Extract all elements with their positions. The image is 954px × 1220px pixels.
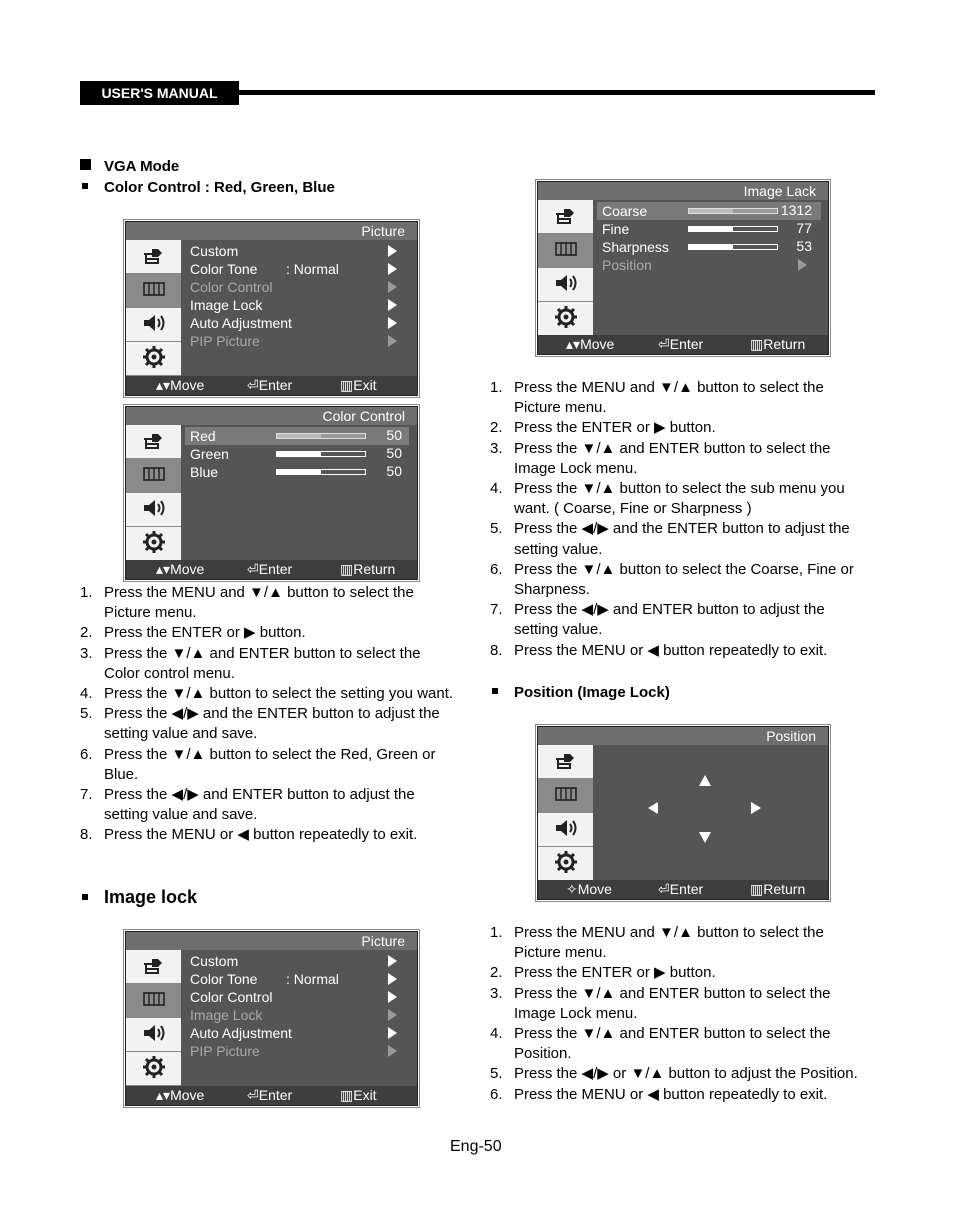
step-item [490,984,870,1024]
sidebar-setup-tab[interactable] [538,302,593,336]
step-item [490,439,870,479]
setup-icon [142,345,166,372]
chevron-right-icon [388,281,397,293]
footer-enter: ⏎ Enter [247,561,293,577]
osd-footer [126,1086,417,1105]
chevron-right-icon [798,259,807,271]
bullet-square-icon [82,183,88,189]
step-text: Press the ▼/▲ and ENTER button to select the Color control menu. [104,644,421,682]
osd-picture-menu-2 [125,931,418,1106]
step-text: Press the MENU and ▼/▲ button to select the Picture menu. [514,379,824,417]
sound-icon [141,313,167,336]
setup-icon [142,530,166,557]
menu-item-label: Image Lock [190,1007,263,1023]
menu-item-label: PIP Picture [190,333,260,349]
step-number: 4. [80,685,93,703]
manual-header-label: USER'S MANUAL [80,81,239,105]
step-number: 3. [490,439,503,457]
chevron-right-icon [388,1045,397,1057]
step-item [80,785,455,825]
step-text: Press the ENTER or ▶ button. [514,964,716,982]
menu-item-label: Sharpness [602,239,669,255]
step-item [80,623,455,643]
value-slider[interactable] [276,469,366,475]
image-lock-title: Image lock [104,887,198,907]
osd-sidebar [126,240,181,376]
menu-item-value: : Normal [286,261,339,277]
input-icon [141,429,167,454]
sidebar-setup-tab[interactable] [126,1052,181,1086]
osd-footer [538,335,828,354]
menu-item[interactable] [602,238,669,256]
sidebar-sound-tab[interactable] [126,308,181,342]
step-text: Press the MENU or ◀ button repeatedly to exit. [514,1085,828,1103]
sidebar-picture-tab[interactable] [126,459,181,493]
sidebar-input-tab[interactable] [126,950,181,984]
step-item [490,418,870,438]
step-number: 7. [80,786,93,804]
step-number: 6. [490,1085,503,1103]
color-control-subtitle: Color Control : Red, Green, Blue [104,179,335,196]
step-text: Press the ▼/▲ and ENTER button to select the Image Lock menu. [514,439,831,477]
step-number: 2. [490,419,503,437]
step-item [490,479,870,519]
step-number: 6. [490,560,503,578]
sound-icon [553,818,579,841]
osd-title: Picture [126,222,417,240]
step-text: Press the MENU and ▼/▲ button to select the Picture menu. [104,584,414,622]
osd-position-menu [537,726,829,900]
menu-item-label: Red [190,428,216,444]
osd-color-control-menu [125,406,418,580]
step-text: Press the ▼/▲ button to select the Red, Green or Blue. [104,745,436,783]
step-number: 3. [80,644,93,662]
osd-footer [126,376,417,395]
sound-icon [553,273,579,296]
step-text: Press the ▼/▲ button to select the setting you want. [104,685,454,703]
bullet-square-icon [82,894,88,900]
arrow-up-icon [699,775,711,786]
menu-item[interactable] [190,314,292,332]
osd-title: Color Control [126,407,417,425]
step-text: Press the ◀/▶ and ENTER button to adjust the setting value and save. [104,786,415,824]
slider-value: 50 [386,463,402,479]
menu-item[interactable] [190,988,272,1006]
chevron-right-icon [388,317,397,329]
step-item [490,560,870,600]
footer-move: ▴▾ Move [156,561,205,577]
menu-item-label: Color Tone [190,261,258,277]
osd-sidebar [538,745,593,881]
step-item [490,519,870,559]
bullet-square-icon [80,159,91,170]
sidebar-input-tab[interactable] [126,240,181,274]
sidebar-input-tab[interactable] [538,200,593,234]
value-slider[interactable] [276,433,366,439]
menu-item[interactable] [190,1042,260,1060]
menu-item-label: Image Lock [190,297,263,313]
osd-image-lock-menu [537,181,829,355]
color-control-heading [82,179,335,196]
menu-item[interactable] [190,296,262,314]
step-item [490,378,870,418]
value-slider[interactable] [276,451,366,457]
step-item [490,1085,870,1105]
menu-item[interactable] [190,278,272,296]
menu-item-label: Custom [190,953,239,969]
input-icon [141,244,167,269]
step-number: 1. [80,584,93,601]
value-slider[interactable] [688,226,778,232]
sidebar-input-tab[interactable] [126,425,181,459]
footer-move: ▴▾ Move [156,1087,205,1103]
picture-icon [142,280,166,301]
slider-value: 50 [386,445,402,461]
steps-position [490,923,870,1105]
step-item [80,684,455,704]
sidebar-sound-tab[interactable] [126,493,181,527]
picture-icon [554,240,578,261]
osd-sidebar [538,200,593,336]
value-slider[interactable] [688,244,778,250]
step-text: Press the ▼/▲ and ENTER button to select the Image Lock menu. [514,984,831,1022]
chevron-right-icon [388,245,397,257]
step-item [80,704,455,744]
step-text: Press the ENTER or ▶ button. [104,624,306,642]
input-icon [553,749,579,774]
step-text: Press the ◀/▶ and the ENTER button to adjust the setting value. [514,520,850,558]
step-item [490,963,870,983]
sidebar-sound-tab[interactable] [126,1018,181,1052]
chevron-right-icon [388,335,397,347]
footer-return: ▥ Return [750,336,806,352]
menu-item-label: Color Control [190,279,273,295]
value-slider[interactable] [688,208,778,214]
sidebar-picture-tab[interactable] [126,274,181,308]
step-text: Press the ◀/▶ and ENTER button to adjust the setting value. [514,601,825,639]
osd-footer [126,560,417,579]
step-number: 1. [490,924,503,941]
sidebar-setup-tab[interactable] [538,847,593,881]
step-text: Press the ▼/▲ button to select the sub menu you want. ( Coarse, Fine or Sharpness ) [514,480,845,518]
step-text: Press the ◀/▶ and the ENTER button to adjust the setting value and save. [104,705,440,743]
menu-item[interactable] [190,445,229,463]
sound-icon [141,1023,167,1046]
sidebar-setup-tab[interactable] [126,527,181,561]
menu-item-label: Fine [602,221,630,237]
picture-icon [142,465,166,486]
step-number: 6. [80,745,93,763]
menu-item-label: Coarse [602,203,648,219]
page-number: Eng-50 [450,1138,502,1155]
step-text: Press the ▼/▲ and ENTER button to select the Position. [514,1025,831,1063]
arrow-right-icon [751,802,761,814]
chevron-right-icon [388,263,397,275]
input-icon [141,954,167,979]
step-number: 8. [490,641,503,659]
sound-icon [141,498,167,521]
steps-color-control [80,583,455,846]
menu-item-label: Color Control [190,989,273,1005]
slider-value: 53 [796,238,812,254]
menu-item[interactable] [190,260,339,278]
position-title: Position (Image Lock) [514,684,670,701]
footer-return: ▥ Return [750,881,806,897]
menu-item-label: Auto Adjustment [190,315,292,331]
step-number: 4. [490,1025,503,1043]
menu-item-value: : Normal [286,971,339,987]
header-rule [239,90,875,95]
sidebar-setup-tab[interactable] [126,342,181,376]
osd-picture-menu [125,221,418,396]
footer-exit: ▥ Exit [340,377,377,393]
step-item [490,600,870,640]
osd-footer [538,880,828,899]
footer-exit: ▥ Exit [340,1087,377,1103]
step-number: 2. [490,964,503,982]
step-number: 1. [490,379,503,396]
footer-enter: ⏎ Enter [247,377,293,393]
step-number: 5. [490,1065,503,1083]
arrow-left-icon [648,802,658,814]
bullet-square-icon [492,688,498,694]
input-icon [553,204,579,229]
step-text: Press the MENU or ◀ button repeatedly to exit. [514,641,828,659]
step-item [80,825,455,845]
menu-item[interactable] [190,970,339,988]
menu-item-label: Custom [190,243,239,259]
arrow-down-icon [699,832,711,843]
step-number: 4. [490,480,503,498]
setup-icon [554,305,578,332]
step-text: Press the MENU and ▼/▲ button to select the Picture menu. [514,924,824,962]
osd-title: Picture [126,932,417,950]
footer-move: ✧ Move [566,881,612,897]
position-heading [492,684,670,701]
step-number: 5. [490,520,503,538]
chevron-right-icon [388,955,397,967]
step-text: Press the MENU or ◀ button repeatedly to exit. [104,826,418,844]
step-item [490,1024,870,1064]
step-text: Press the ◀/▶ or ▼/▲ button to adjust the Position. [514,1065,858,1083]
chevron-right-icon [388,1009,397,1021]
step-item [80,745,455,785]
sidebar-sound-tab[interactable] [538,813,593,847]
footer-return: ▥ Return [340,561,396,577]
step-number: 8. [80,826,93,844]
chevron-right-icon [388,991,397,1003]
menu-item[interactable] [190,1006,262,1024]
sidebar-sound-tab[interactable] [538,268,593,302]
footer-enter: ⏎ Enter [658,881,704,897]
step-number: 2. [80,624,93,642]
menu-item[interactable] [190,1024,292,1042]
menu-item[interactable] [190,242,238,260]
picture-icon [554,785,578,806]
step-number: 5. [80,705,93,723]
picture-icon [142,990,166,1011]
step-text: Press the ENTER or ▶ button. [514,419,716,437]
footer-enter: ⏎ Enter [247,1087,293,1103]
steps-image-lock [490,378,870,661]
menu-item-label: PIP Picture [190,1043,260,1059]
chevron-right-icon [388,973,397,985]
menu-item-label: Position [602,257,652,273]
chevron-right-icon [388,1027,397,1039]
step-item [80,583,455,623]
step-item [490,923,870,963]
vga-heading [80,158,179,175]
osd-title: Position [538,727,828,745]
footer-move: ▴▾ Move [566,336,615,352]
footer-enter: ⏎ Enter [658,336,704,352]
step-number: 7. [490,601,503,619]
menu-item[interactable] [602,202,647,220]
menu-item[interactable] [190,952,238,970]
step-item [490,641,870,661]
vga-title: VGA Mode [104,158,180,175]
menu-item[interactable] [190,427,216,445]
slider-value: 1312 [780,202,812,218]
osd-sidebar [126,425,181,561]
image-lock-heading [82,887,197,908]
chevron-right-icon [388,299,397,311]
sidebar-picture-tab[interactable] [538,234,593,268]
slider-value: 50 [386,427,402,443]
menu-item[interactable] [190,332,260,350]
menu-item-label: Auto Adjustment [190,1025,292,1041]
step-item [80,644,455,684]
osd-sidebar [126,950,181,1086]
step-item [490,1064,870,1084]
osd-title: Image Lack [538,182,828,200]
setup-icon [554,850,578,877]
footer-move: ▴▾ Move [156,377,205,393]
setup-icon [142,1055,166,1082]
menu-item[interactable] [602,220,629,238]
menu-item-label: Blue [190,464,219,480]
step-text: Press the ▼/▲ button to select the Coarse, Fine or Sharpness. [514,560,854,599]
sidebar-picture-tab[interactable] [126,984,181,1018]
menu-item[interactable] [602,256,652,274]
menu-item-label: Green [190,446,229,462]
menu-item-label: Color Tone [190,971,258,987]
sidebar-picture-tab[interactable] [538,779,593,813]
menu-item[interactable] [190,463,218,481]
slider-value: 77 [796,220,812,236]
step-number: 3. [490,984,503,1002]
sidebar-input-tab[interactable] [538,745,593,779]
